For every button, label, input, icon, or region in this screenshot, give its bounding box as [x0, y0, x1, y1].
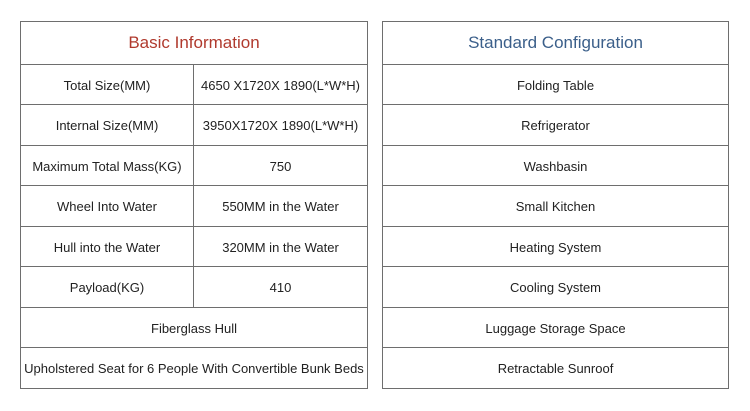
standard-configuration-title: Standard Configuration — [468, 33, 643, 52]
table-row — [21, 266, 367, 308]
table-row-full — [21, 307, 367, 348]
config-item: Small Kitchen — [515, 199, 596, 214]
config-item: Cooling System — [509, 280, 602, 295]
row-text: Fiberglass Hull — [151, 320, 237, 336]
basic-information-table — [20, 21, 368, 389]
row-value: 750 — [269, 158, 292, 174]
row-label: Hull into the Water — [21, 227, 194, 267]
list-item — [383, 266, 728, 308]
config-item: Luggage Storage Space — [485, 320, 626, 336]
list-item — [383, 145, 728, 186]
standard-configuration-table — [382, 21, 729, 389]
table-row — [21, 145, 367, 186]
list-item — [383, 226, 728, 267]
table-row — [21, 226, 367, 267]
table-row — [21, 104, 367, 146]
row-label: Payload(KG) — [21, 267, 194, 308]
config-item: Heating System — [509, 239, 602, 255]
row-value: 410 — [269, 280, 292, 295]
table-row — [21, 64, 367, 105]
row-label: Wheel Into Water — [21, 186, 194, 227]
list-item — [383, 104, 728, 146]
row-value: 320MM in the Water — [222, 239, 339, 255]
row-value: 550MM in the Water — [222, 199, 339, 214]
table-row-full — [21, 347, 367, 389]
row-label: Maximum Total Mass(KG) — [21, 146, 194, 186]
row-text: Upholstered Seat for 6 People With Convertible Bunk Beds — [24, 361, 364, 376]
standard-configuration-header — [383, 22, 728, 64]
config-item: Retractable Sunroof — [497, 361, 614, 376]
list-item — [383, 64, 728, 105]
table-row — [21, 185, 367, 227]
basic-information-header — [21, 22, 367, 64]
list-item — [383, 347, 728, 389]
row-value: 4650 X1720X 1890(L*W*H) — [201, 77, 360, 93]
row-label: Internal Size(MM) — [21, 105, 194, 146]
list-item — [383, 185, 728, 227]
config-item: Refrigerator — [521, 118, 590, 133]
config-item: Folding Table — [516, 77, 595, 93]
row-value: 3950X1720X 1890(L*W*H) — [202, 118, 359, 133]
config-item: Washbasin — [523, 158, 588, 174]
list-item — [383, 307, 728, 348]
row-label: Total Size(MM) — [21, 65, 194, 105]
basic-information-title: Basic Information — [128, 33, 260, 52]
